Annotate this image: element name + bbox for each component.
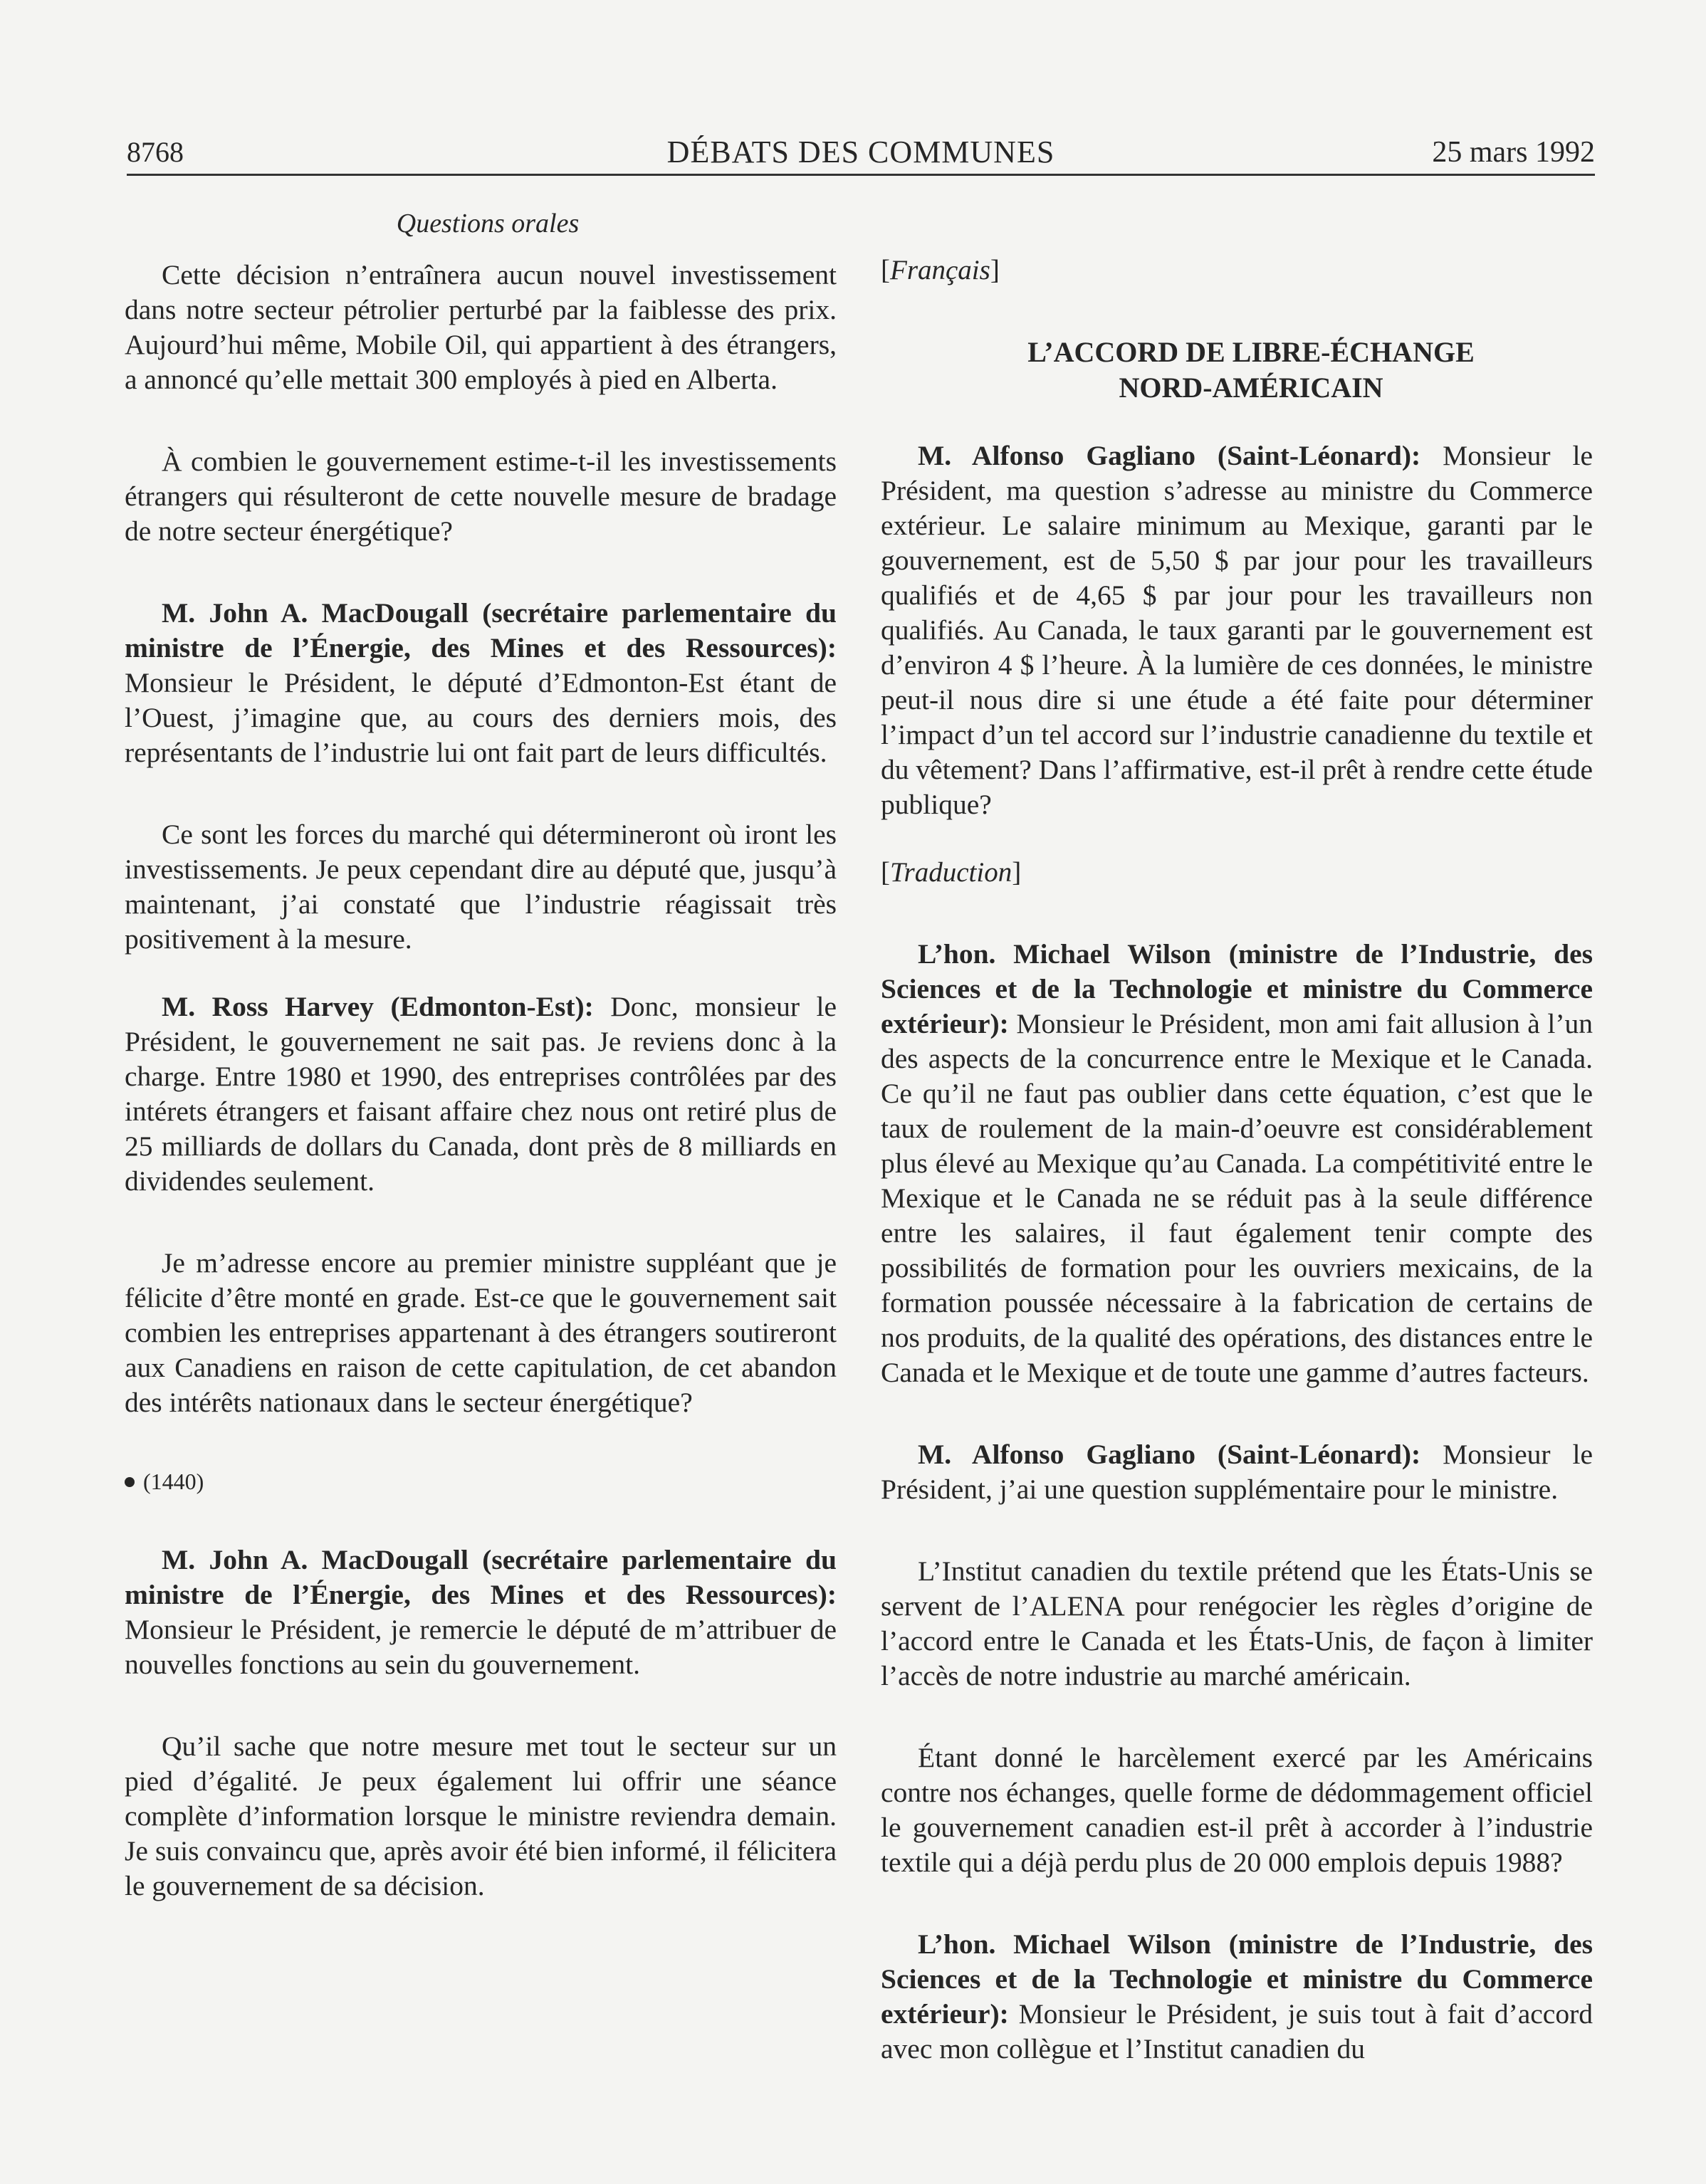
header-rule [127, 174, 1595, 176]
paragraph: Étant donné le harcèlement exercé par les Américains contre nos échanges, quelle forme de dédommagement officiel le gouvernement canadien est-il prêt à accorder à l’industrie textile qui a déjà perdu plus de 20 000 emplois depuis 1988? [881, 1742, 1593, 1878]
speech-text: Monsieur le Président, ma question s’adresse au ministre du Commerce extérieur. Le salaire minimum au Mexique, garanti par le gouvernement, est de 5,50 $ par jour pour les travailleurs qualifiés et de 4,65 $ par jour pour les travailleurs non qualifiés. Au Canada, le taux garanti par le gouvernement est d’environ 4 $ l’heure. À la lumière de ces données, le ministre peut-il nous dire si une étude a été faite pour déterminer l’impact d’un tel accord sur l’industrie canadienne du textile et du vêtement? Dans l’affirmative, est-il prêt à rendre cette étude publique? [881, 440, 1593, 820]
speech-paragraph [125, 596, 837, 770]
left-column [125, 208, 837, 1904]
speaker-name: M. Alfonso Gagliano (Saint-Léonard): [918, 440, 1421, 471]
page-header [127, 134, 1595, 177]
speech-text: Monsieur le Président, je suis tout à fait d’accord avec mon collègue et l’Institut canadien du [881, 1998, 1593, 2064]
paragraph: Ce sont les forces du marché qui détermineront où iront les investissements. Je peux cependant dire au député que, jusqu’à maintenant, j’ai constaté que l’industrie réagissait très positivement à la mesure. [125, 819, 837, 955]
paragraph: Qu’il sache que notre mesure met tout le secteur sur un pied d’égalité. Je peux également lui offrir une séance complète d’information lorsque le ministre reviendra demain. Je suis convaincu que, après avoir été bien informé, il félicitera le gouvernement de sa décision. [125, 1731, 837, 1901]
running-title: DÉBATS DES COMMUNES [666, 135, 1055, 169]
speaker-name: M. John A. MacDougall (secrétaire parlementaire du ministre de l’Énergie, des Mines et des Ressources): [125, 597, 837, 663]
speech-paragraph [881, 1437, 1593, 1507]
paragraph: Cette décision n’entraînera aucun nouvel investissement dans notre secteur pétrolier perturbé par la faiblesse des prix. Aujourd’hui même, Mobile Oil, qui appartient à des étrangers, a annoncé qu’elle mettait 300 employés à pied en Alberta. [125, 259, 837, 395]
section-title [881, 335, 1593, 406]
speech-text: Monsieur le Président, je remercie le député de m’attribuer de nouvelles fonctions au sein du gouvernement. [125, 1614, 837, 1680]
section-title-line: L’ACCORD DE LIBRE-ÉCHANGE [1027, 336, 1475, 368]
language-tag: [Traduction] [881, 857, 1022, 888]
right-column [881, 253, 1593, 2067]
speech-paragraph [881, 439, 1593, 822]
speech-paragraph [881, 1927, 1593, 2067]
speaker-name: L’hon. Michael Wilson (ministre de l’Industrie, des Sciences et de la Technologie et ministre du Commerce extérieur): [881, 1928, 1593, 2030]
language-tag: [Français] [881, 255, 1000, 285]
paragraph: L’Institut canadien du textile prétend que les États-Unis se servent de l’ALENA pour renégocier les règles d’origine de l’accord entre le Canada et les États-Unis, de façon à limiter l’accès de notre industrie au marché américain. [881, 1555, 1593, 1691]
speaker-name: M. Ross Harvey (Edmonton-Est): [162, 991, 594, 1022]
page-number: 8768 [127, 136, 184, 168]
speaker-name: M. John A. MacDougall (secrétaire parlementaire du ministre de l’Énergie, des Mines et des Ressources): [125, 1544, 837, 1610]
speech-text: Monsieur le Président, le député d’Edmonton-Est étant de l’Ouest, j’imagine que, au cours des derniers mois, des représentants de l’industrie lui ont fait part de leurs difficultés. [125, 667, 837, 768]
speech-paragraph [881, 937, 1593, 1390]
speech-paragraph [125, 989, 837, 1199]
time-mark [125, 1467, 837, 1496]
speech-text: Donc, monsieur le Président, le gouvernement ne sait pas. Je reviens donc à la charge. Entre 1980 et 1990, des entreprises contrôlées par des intérets étrangers et faisant affaire chez nous ont retiré plus de 25 milliards de dollars du Canada, dont près de 8 milliards en dividendes seulement. [125, 991, 837, 1197]
speaker-name: M. Alfonso Gagliano (Saint-Léonard): [918, 1439, 1421, 1470]
language-tag-text: Traduction [890, 857, 1012, 888]
speech-text: Monsieur le Président, mon ami fait allusion à l’un des aspects de la concurrence entre le Mexique et le Canada. Ce qu’il ne faut pas oublier dans cette équation, c’est que le taux de roulement de la main-d’oeuvre est considérablement plus élevé au Mexique qu’au Canada. La compétitivité entre le Mexique et le Canada ne se réduit pas à la seule différence entre les salaires, il faut également tenir compte des possibilités de formation pour les ouvriers mexicains, de la formation poussée nécessaire à la fabrication de certains de nos produits, de la qualité des opérations, des distances entre le Canada et le Mexique et de toute une gamme d’autres facteurs. [881, 1008, 1593, 1388]
language-tag-text: Français [890, 255, 990, 285]
paragraph: À combien le gouvernement estime-t-il les investissements étrangers qui résulteront de cette nouvelle mesure de bradage de notre secteur énergétique? [125, 446, 837, 547]
header-date: 25 mars 1992 [1432, 136, 1595, 169]
bullet-icon [125, 1477, 135, 1487]
time-mark-text: (1440) [143, 1469, 204, 1494]
section-title-line: NORD-AMÉRICAIN [1119, 372, 1383, 404]
section-label: Questions orales [396, 209, 580, 238]
paragraph: Je m’adresse encore au premier ministre suppléant que je félicite d’être monté en grade. Est-ce que le gouvernement sait combien les entreprises appartenant à des étrangers soutireront aux Canadiens en raison de cette capitulation, de cet abandon des intérêts nationaux dans le secteur énergétique? [125, 1247, 837, 1418]
speech-paragraph [125, 1543, 837, 1682]
speech-text: Monsieur le Président, j’ai une question supplémentaire pour le ministre. [881, 1439, 1593, 1505]
speaker-name: L’hon. Michael Wilson (ministre de l’Industrie, des Sciences et de la Technologie et ministre du Commerce extérieur): [881, 938, 1593, 1039]
